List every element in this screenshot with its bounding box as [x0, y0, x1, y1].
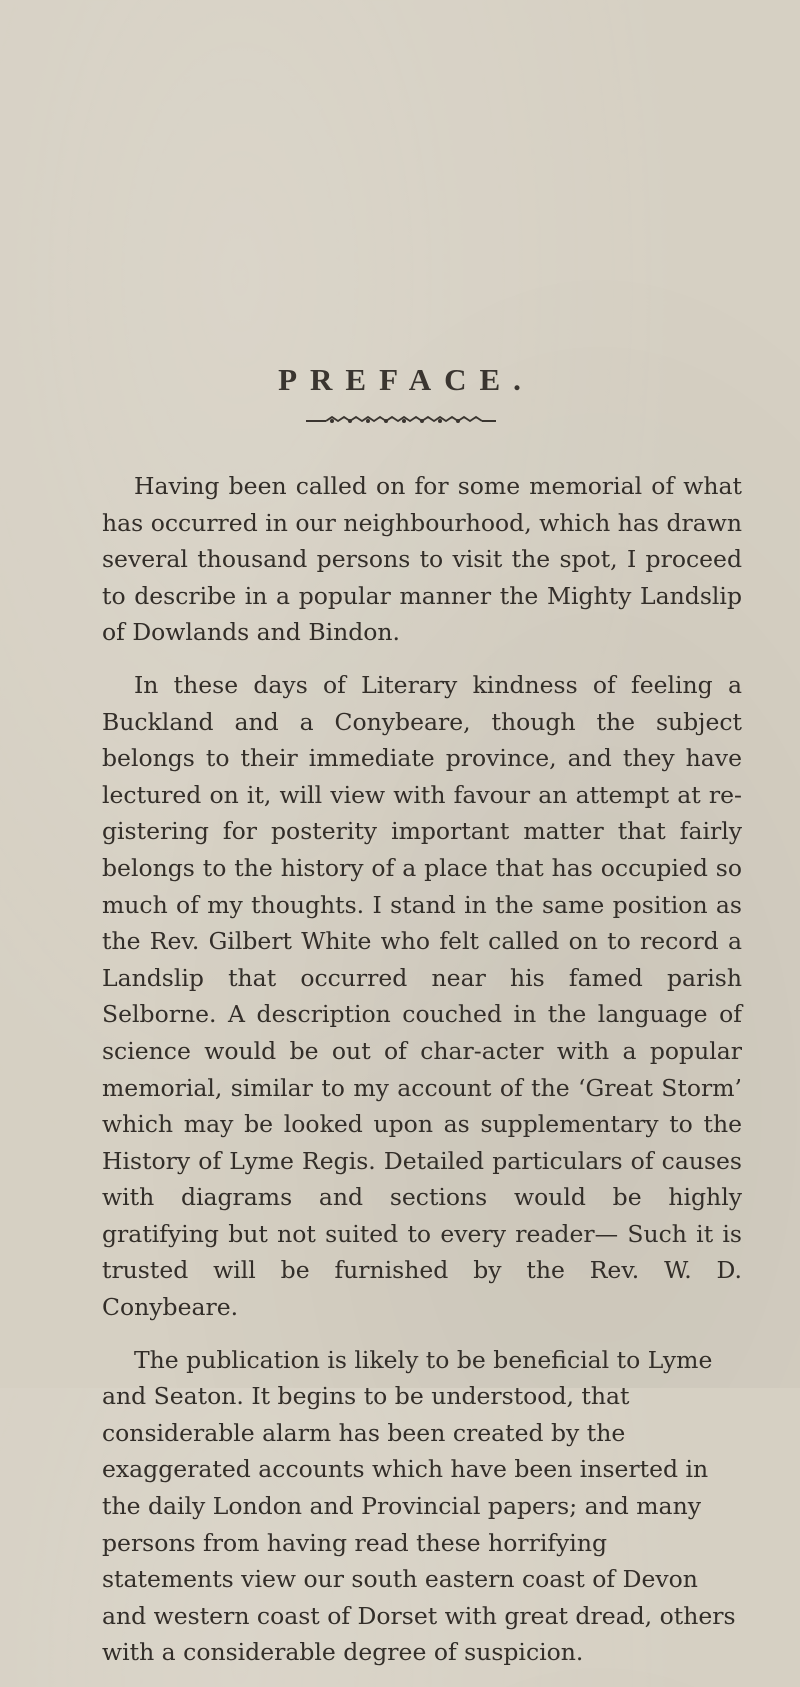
paragraph-1: Having been called on for some memorial of what has occurred in our neighbourhood, which has drawn several thousand persons to visit the spot, I proceed to describe in a popular manner the Mighty Landslip of Dowlands and Bindon.	[102, 472, 742, 647]
page-title: PREFACE.	[278, 362, 534, 397]
preface-body	[102, 468, 742, 1687]
wavy-ornament-rule-icon	[306, 414, 496, 428]
paragraph-2: In these days of Literary kindness of feeling a Buckland and a Conybeare, though the subject belongs to their immediate province, and they have lectured on it, will view with favour an attempt at re-gistering for posterity important matter that fairly belongs to the history of a place that has occupied so much of my thoughts. I stand in the same position as the Rev. Gilbert White who felt called on to record a Landslip that occurred near his famed parish Selborne. A description couched in the language of science would be out of char-acter with a popular memorial, similar to my account of the ‘Great Storm’ which may be looked upon as supplementary to the History of Lyme Regis. Detailed particulars of causes with diagrams and sections would be highly gratifying but not suited to every reader— Such it is trusted will be furnished by the Rev. W. D. Conybeare.	[102, 670, 742, 1322]
paragraph-3: The publication is likely to be beneficial to Lyme and Seaton. It begins to be understood, that considerable alarm has been created by the exaggerated accounts which have been inserted in the daily London and Provincial papers; and many persons from having read these horrifying statements view our south eastern coast of Devon and western coast of Dorset with great dread, others with a considerable degree of suspicion.	[102, 1345, 736, 1667]
